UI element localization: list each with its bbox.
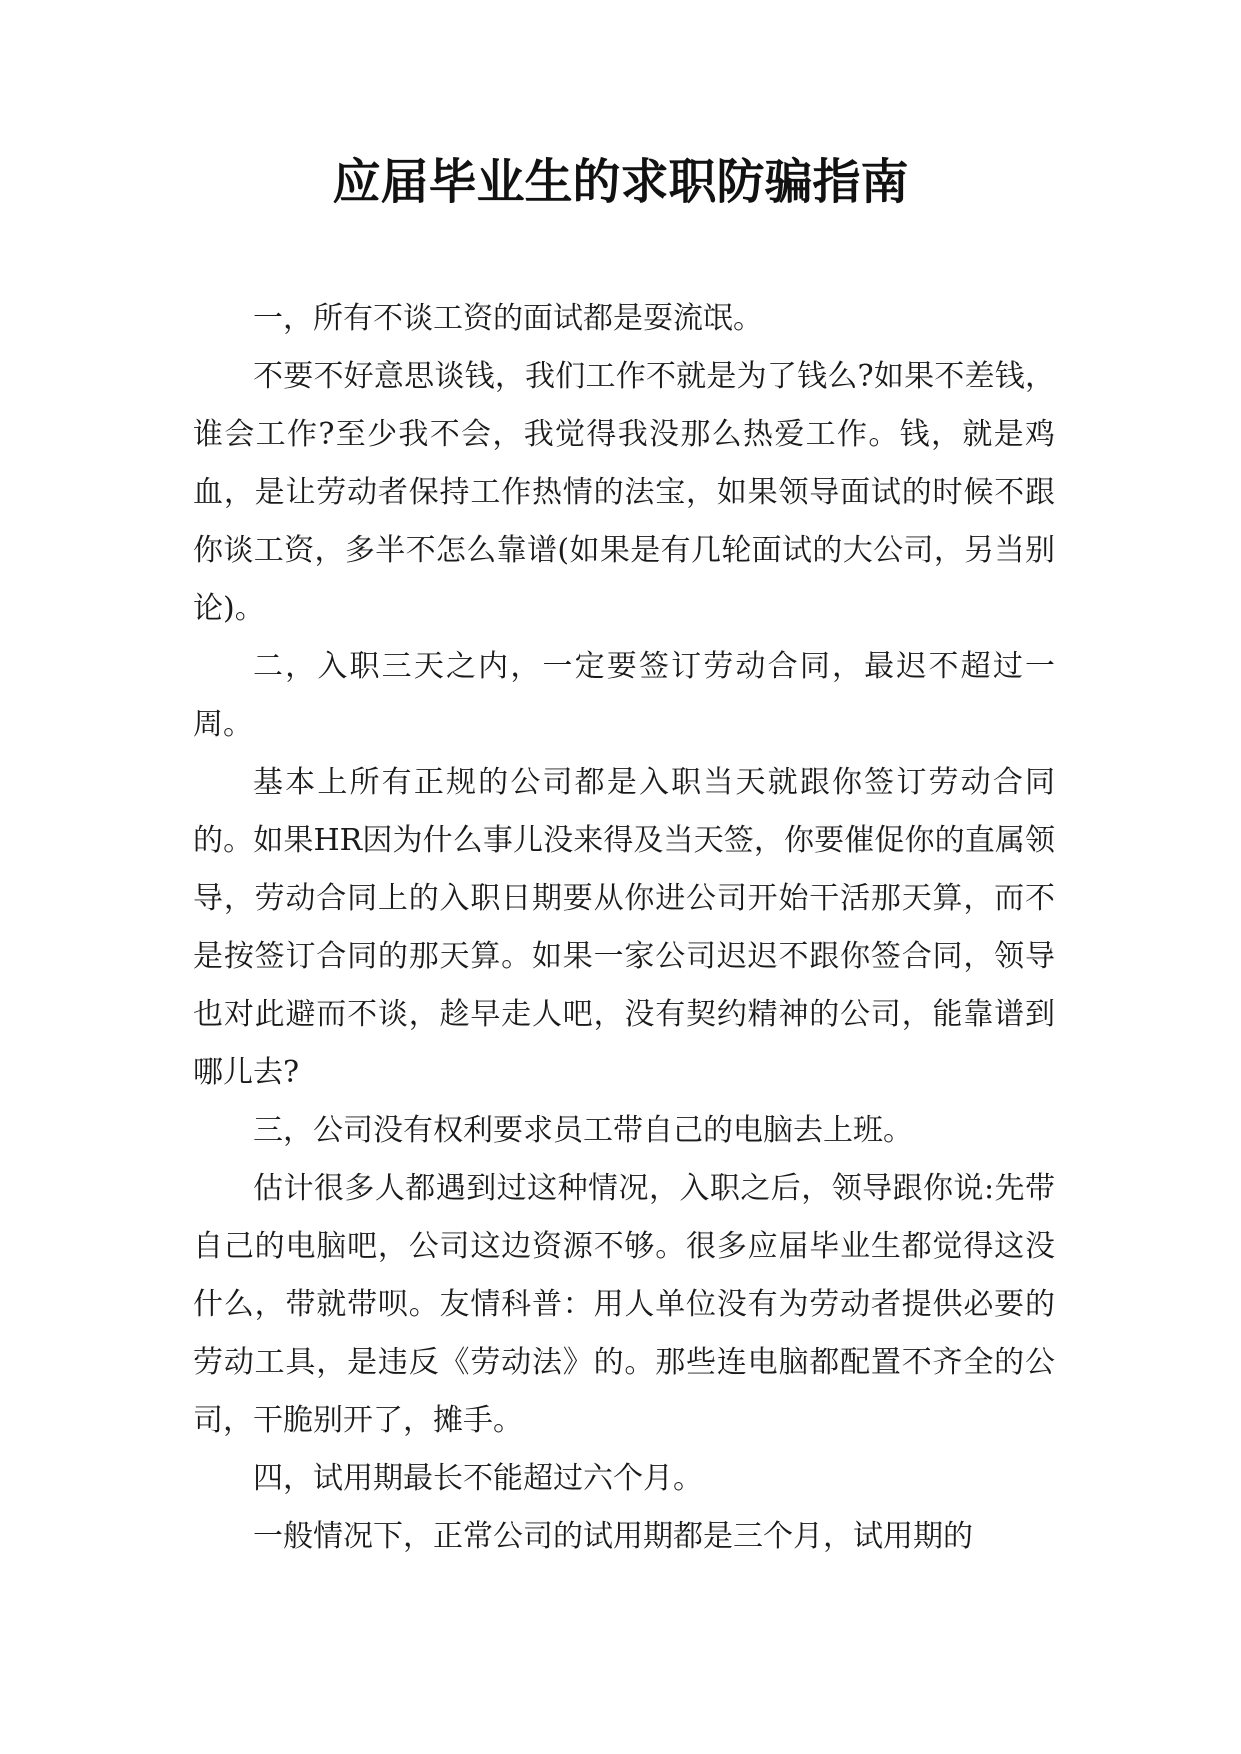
paragraph-text-3: 估计很多人都遇到过这种情况，入职之后，领导跟你说:先带自己的电脑吧，公司这边资源不够。很多应届毕业生都觉得这没什么，带就带呗。友情科普：用人单位没有为劳动者提供必要的劳动工具，是违反《劳动法》的。那些连电脑都配置不齐全的公司，干脆别开了，摊手。 [193,1171,1055,1438]
paragraph-heading-3: 三，公司没有权利要求员工带自己的电脑去上班。 [253,1113,913,1148]
paragraph-text-1: 不要不好意思谈钱，我们工作不就是为了钱么?如果不差钱，谁会工作?至少我不会，我觉得我没那么热爱工作。钱，就是鸡血，是让劳动者保持工作热情的法宝，如果领导面试的时候不跟你谈工资，多半不怎么靠谱(如果是有几轮面试的大公司，另当别论)。 [193,359,1055,626]
paragraph-heading-2: 二，入职三天之内，一定要签订劳动合同，最迟不超过一周。 [193,649,1055,742]
paragraph-text-4: 一般情况下，正常公司的试用期都是三个月，试用期的 [253,1519,973,1554]
paragraph-text-2: 基本上所有正规的公司都是入职当天就跟你签订劳动合同的。如果HR因为什么事儿没来得及当天签，你要催促你的直属领导，劳动合同上的入职日期要从你进公司开始干活那天算，而不是按签订合同的那天算。如果一家公司迟迟不跟你签合同，领导也对此避而不谈，趁早走人吧，没有契约精神的公司，能靠谱到哪儿去? [193,765,1055,1090]
document-body [193,290,1055,1566]
document-title: 应届毕业生的求职防骗指南 [332,154,909,210]
paragraph-heading-4: 四，试用期最长不能超过六个月。 [253,1461,703,1496]
paragraph-heading-1: 一，所有不谈工资的面试都是耍流氓。 [253,301,763,336]
